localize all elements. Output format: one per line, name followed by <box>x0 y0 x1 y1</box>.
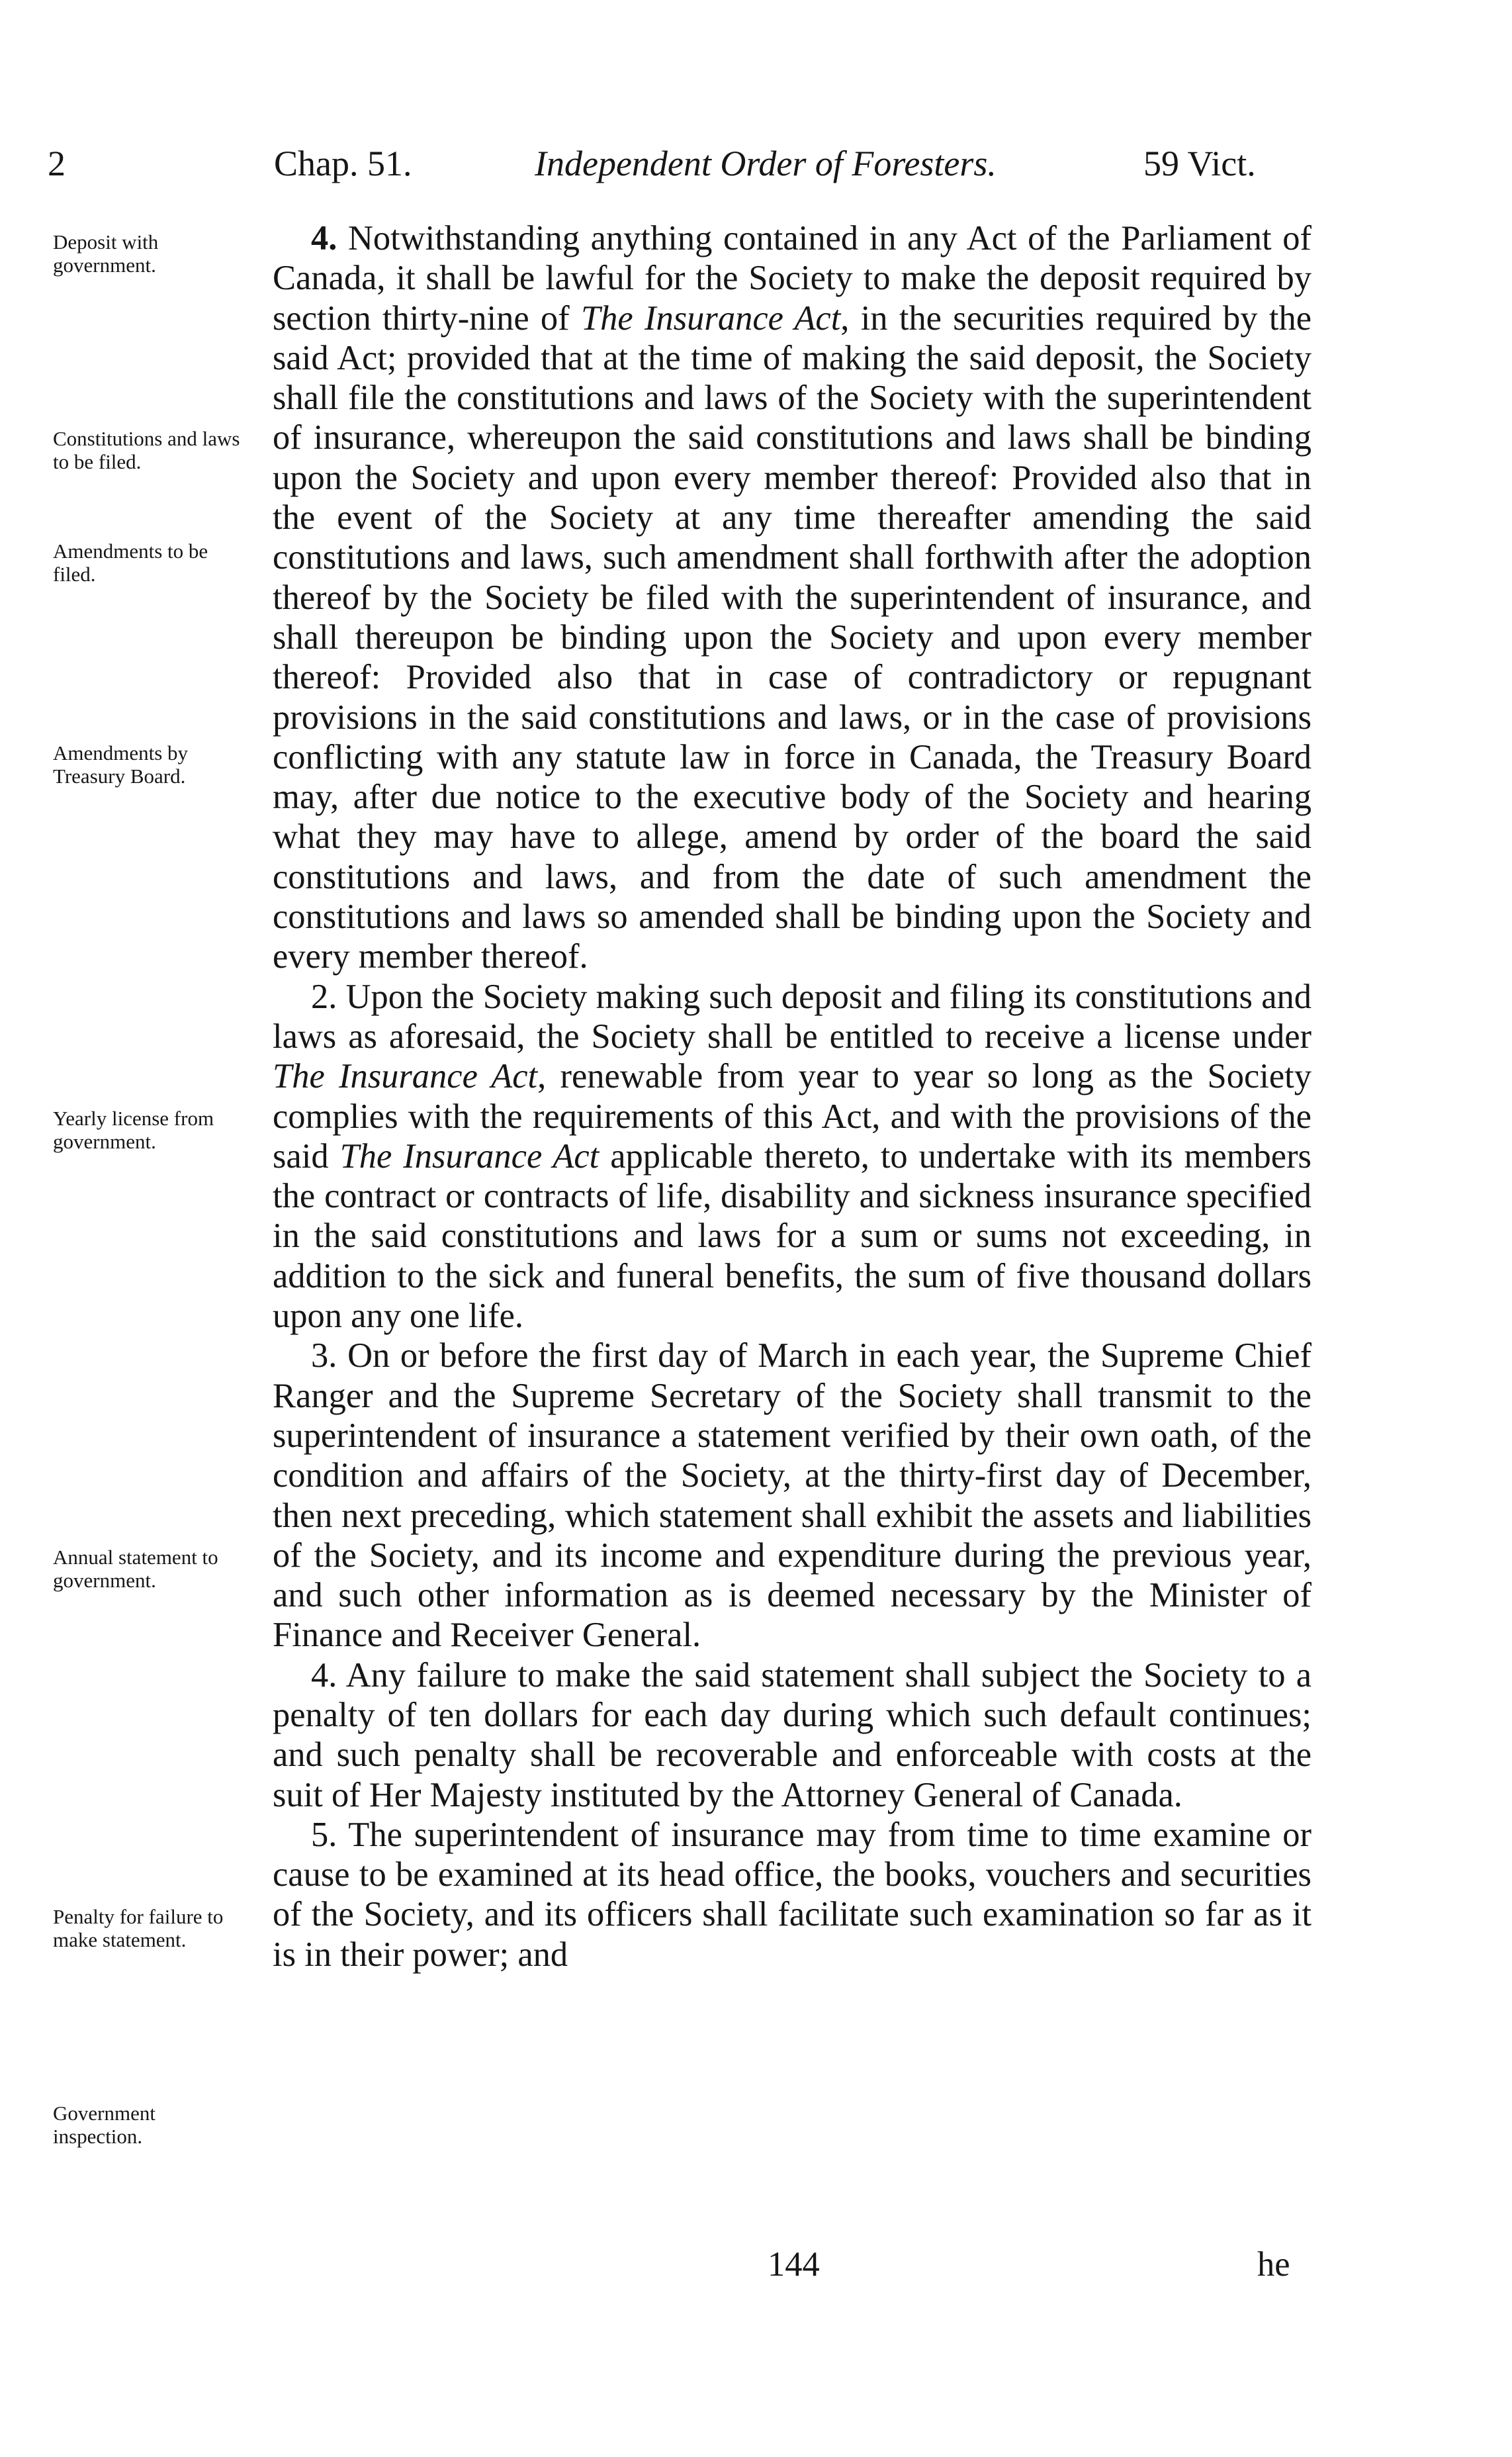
section-text: The superintendent of insurance may from time to time examine or cause to be examined at its head office, the books, vouchers and securities of the Society, and its officers shall facilitate such examination so far as it is in their power; and <box>273 1815 1312 1974</box>
section-paragraph <box>273 218 1312 977</box>
margin-note-inspection: Government inspection. <box>53 2102 156 2148</box>
footer-page-number: 144 <box>768 2245 820 2284</box>
margin-note-amendments-filed: Amendments to be filed. <box>53 539 208 586</box>
section-paragraph <box>273 1815 1312 1974</box>
header-chapter: Chap. 51. <box>274 144 412 183</box>
margin-note-penalty: Penalty for failure to make statement. <box>53 1905 224 1951</box>
margin-note-yearly-license: Yearly license from government. <box>53 1107 214 1153</box>
section-paragraph <box>273 1655 1312 1815</box>
header-page-number: 2 <box>48 144 66 183</box>
section-number: 3. <box>311 1336 337 1375</box>
section-text: Upon the Society making such deposit and filing its constitutions and laws as aforesaid, the Society shall be entitled to receive a license under <box>273 977 1312 1056</box>
section-number: 4. <box>311 219 337 257</box>
catchword: he <box>1257 2245 1290 2284</box>
margin-note-deposit: Deposit with government. <box>53 230 159 277</box>
section-paragraph <box>273 977 1312 1336</box>
section-text: On or before the first day of March in each year, the Supreme Chief Ranger and the Supreme Secretary of the Society shall transmit to the superintendent of insurance a statement verified by their own oath, of the condition and affairs of the Society, at the thirty-first day of December, then next preceding, which statement shall exhibit the assets and liabilities of the Society, and its income and expenditure during the previous year, and such other information as is deemed necessary by the Minister of Finance and Receiver General. <box>273 1336 1312 1655</box>
section-text: , renewable from year to year so long as the Society complies with the requirements of this Act, and with the provisions of the said <box>273 1057 1312 1176</box>
section-number: 4. <box>311 1655 337 1694</box>
section-text: Notwithstanding anything contained in any Act of the Parliament of Canada, it shall be lawful for the Society to make the deposit required by section thirty-nine of <box>273 219 1312 338</box>
section-number: 5. <box>311 1815 337 1854</box>
margin-note-constitutions: Constitutions and laws to be filed. <box>53 427 240 473</box>
act-name: The Insurance Act <box>580 299 841 338</box>
act-name: The Insurance Act <box>339 1136 600 1176</box>
page-footer <box>0 2244 1512 2285</box>
section-paragraph <box>273 1336 1312 1655</box>
section-text: Any failure to make the said statement shall subject the Society to a penalty of ten dollars for each day during which such default continues; and such penalty shall be recoverable and enforceable with costs at the suit of Her Majesty instituted by the Attorney General of Canada. <box>273 1655 1312 1814</box>
running-header <box>0 140 1512 187</box>
section-number: 2. <box>311 977 337 1016</box>
margin-note-amendments-treasury: Amendments by Treasury Board. <box>53 741 189 788</box>
act-name: The Insurance Act <box>273 1057 538 1096</box>
section-text: applicable thereto, to undertake with its members the contract or contracts of life, disability and sickness insurance specified in the said constitutions and laws for a sum or sums not exceeding, in addition to the sick and funeral benefits, the sum of five thousand dollars upon any one life. <box>273 1136 1312 1336</box>
section-text: , in the securities required by the said Act; provided that at the time of making the said deposit, the Society shall file the constitutions and laws of the Society with the superintendent of insurance, whereupon the said constitutions and laws shall be binding upon the Society and upon every member thereof: Provided also that in the event of the Society at any time thereafter amending the said constitutions and laws, such amendment shall forthwith after the adoption thereof by the Society be filed with the superintendent of insurance, and shall thereupon be binding upon the Society and upon every member thereof: Provided also that in case of contradictory or repugnant provisions in the said constitutions and laws, or in the case of provisions conflicting with any statute law in force in Canada, the Treasury Board may, after due notice to the executive body of the Society and hearing what they may have to allege, amend by order of the board the said constitutions and laws, and from the date of such amendment the constitutions and laws so amended shall be binding upon the Society and every member thereof. <box>273 299 1312 976</box>
header-regnal-year: 59 Vict. <box>1143 144 1256 183</box>
margin-note-annual-statement: Annual statement to government. <box>53 1546 218 1592</box>
statute-body <box>273 218 1312 1974</box>
header-title: Independent Order of Foresters. <box>535 144 997 183</box>
